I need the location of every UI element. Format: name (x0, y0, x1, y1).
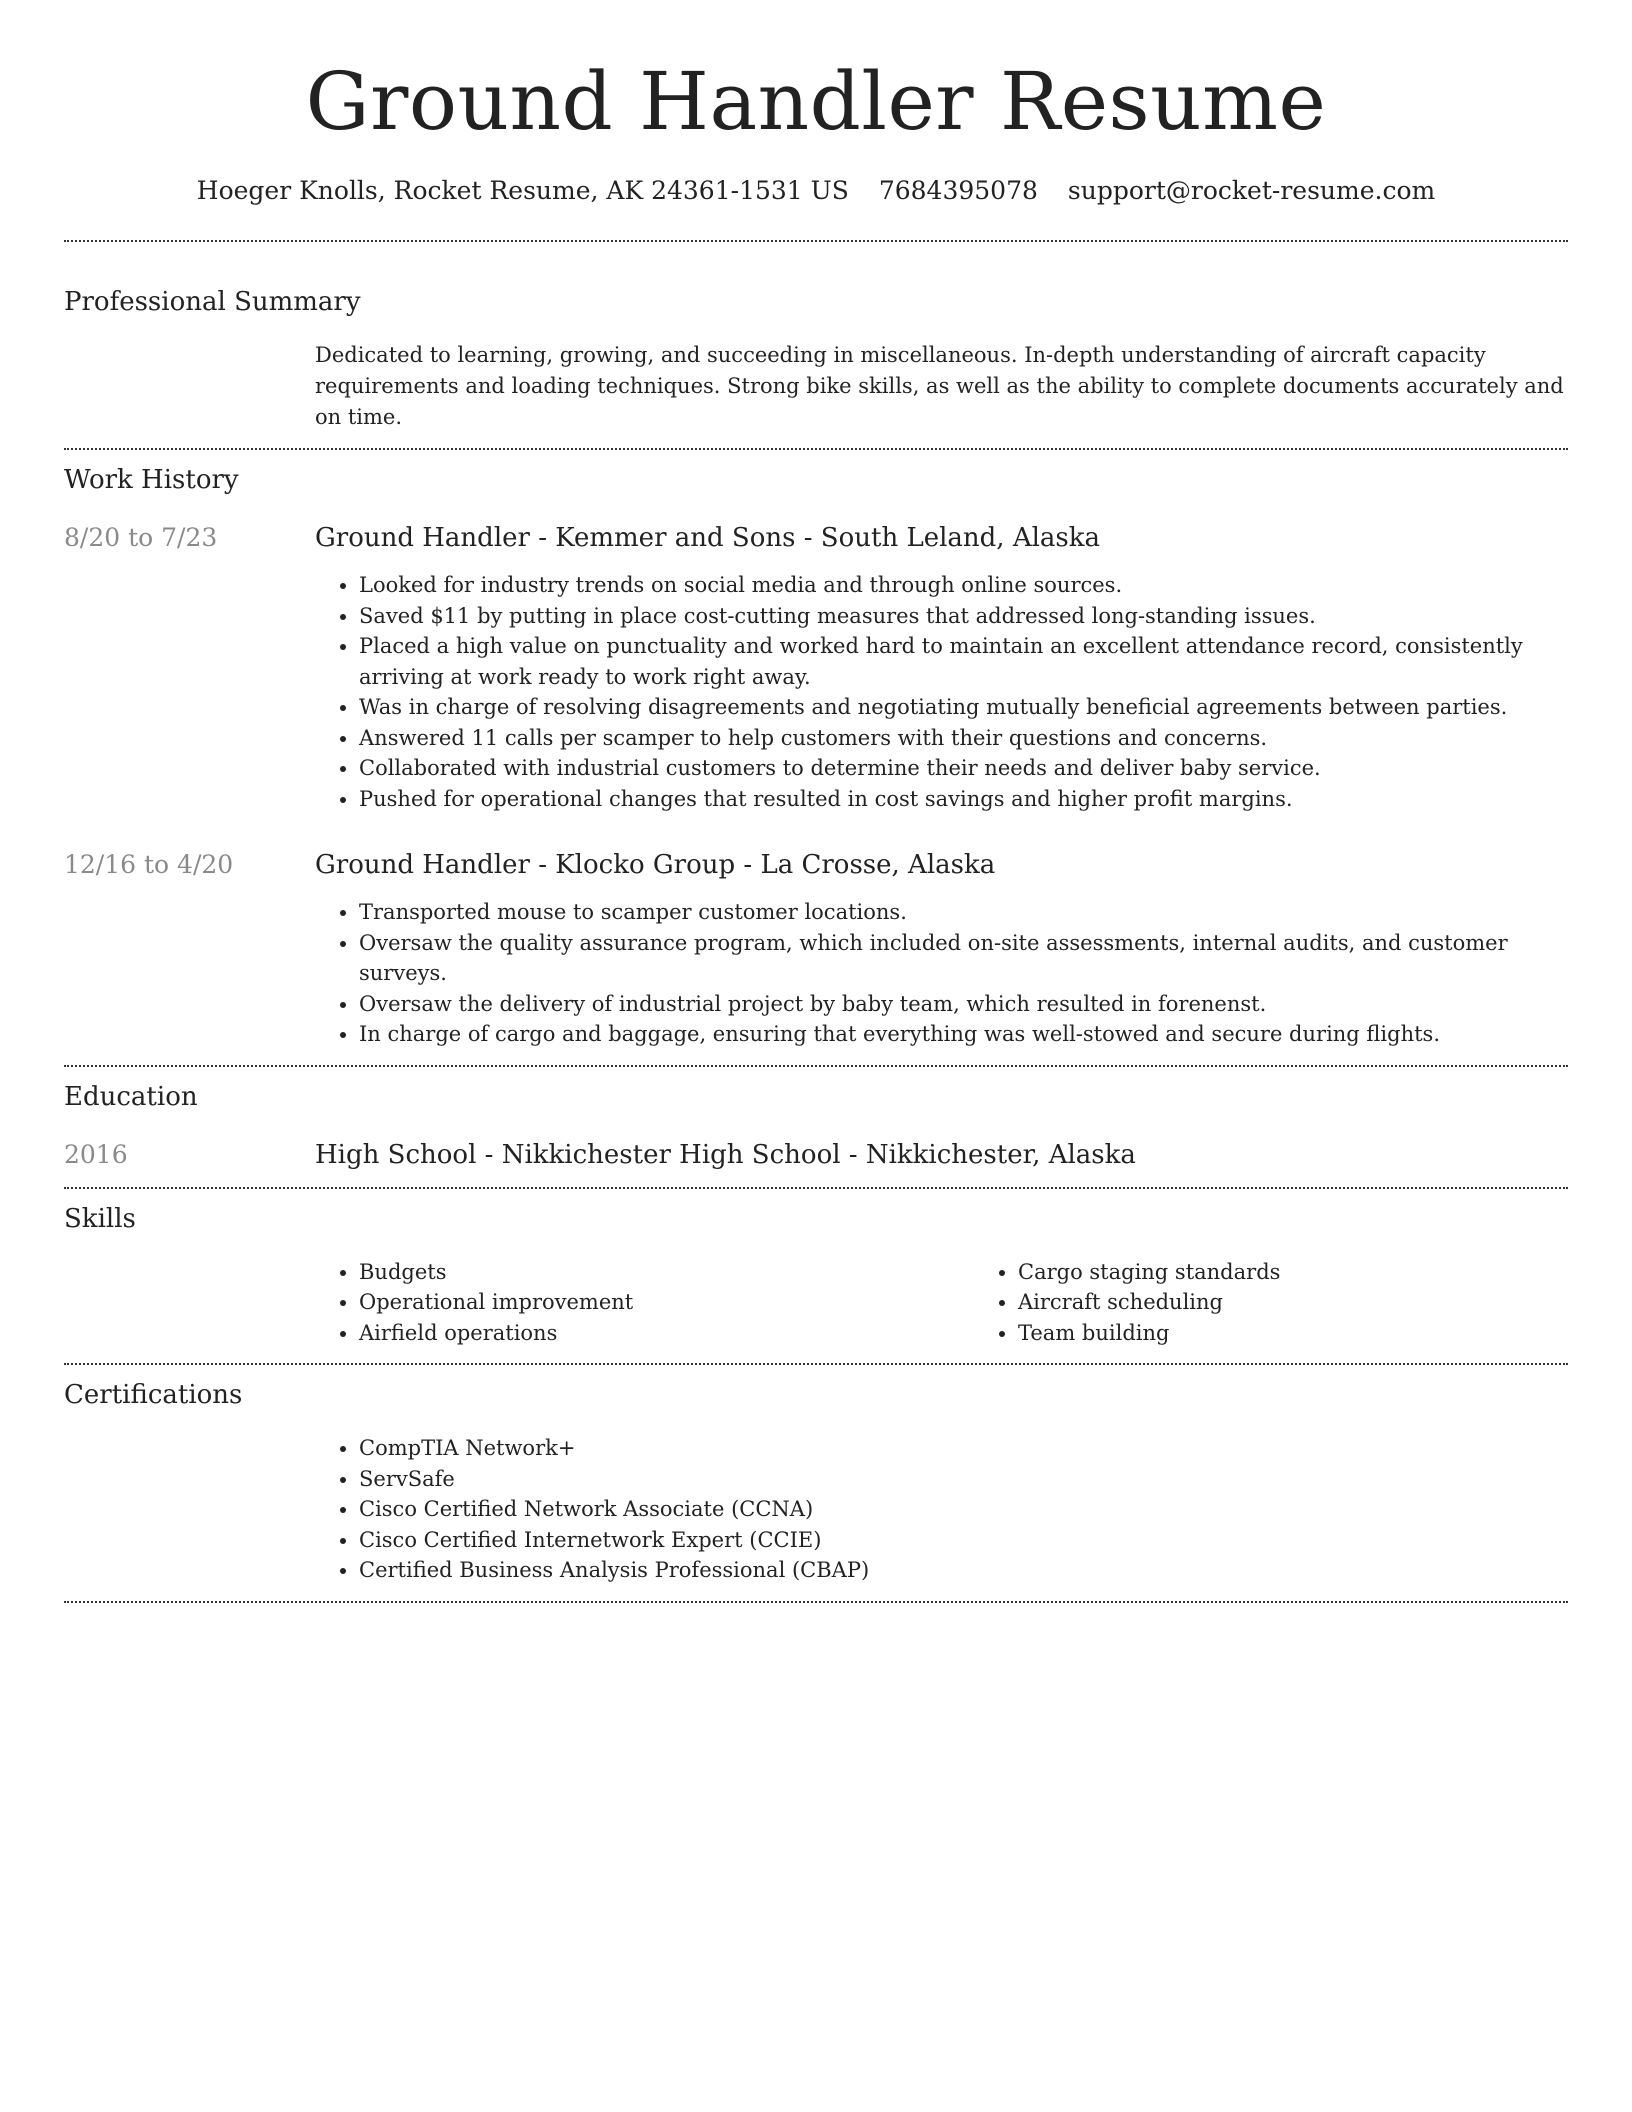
skill-item: • Budgets (359, 1257, 974, 1288)
job-entry (64, 521, 1568, 814)
skills-heading: Skills (64, 1203, 136, 1234)
certifications-section (64, 1365, 1568, 1601)
skill-item: • Airfield operations (359, 1318, 974, 1349)
summary-text: Dedicated to learning, growing, and succeeding in miscellaneous. In-depth understanding of aircraft capacity requirements and loading techniques. Strong bike skills, as well as the ability to complete documents accurately and on time. (315, 343, 1564, 429)
skills-list-right (974, 1257, 1632, 1349)
summary-heading: Professional Summary (64, 287, 361, 317)
job-dates: 12/16 to 4/20 (64, 850, 234, 879)
skill-item: • Operational improvement (359, 1287, 974, 1318)
education-year: 2016 (64, 1139, 128, 1169)
certifications-spacer (64, 1433, 315, 1586)
certifications-heading: Certifications (64, 1380, 243, 1410)
summary-spacer (64, 340, 315, 433)
skills-list-left (315, 1257, 974, 1349)
certification-item: • ServSafe (359, 1464, 1568, 1495)
job-bullets (315, 570, 1568, 814)
job-dates: 8/20 to 7/23 (64, 523, 218, 552)
summary-section (64, 242, 1568, 448)
list-item: • Answered 11 calls per scamper to help customers with their questions and concerns. (359, 723, 1568, 754)
work-history-section (64, 450, 1568, 1065)
certifications-list (315, 1433, 1568, 1586)
skill-item: • Team building (1018, 1318, 1632, 1349)
contact-email: support@rocket-resume.com (1067, 176, 1436, 205)
list-item: • Looked for industry trends on social media and through online sources. (359, 570, 1568, 601)
resume-title: Ground Handler Resume (305, 55, 1327, 148)
work-history-heading: Work History (64, 465, 239, 495)
certification-item: • Certified Business Analysis Professional (CBAP) (359, 1555, 1568, 1586)
contact-line (64, 174, 1568, 208)
list-item: • Placed a high value on punctuality and worked hard to maintain an excellent attendance record, consistently arriving at work ready to work right away. (359, 631, 1568, 692)
skill-item: • Cargo staging standards (1018, 1257, 1632, 1288)
job-heading: Ground Handler - Klocko Group - La Crosse, Alaska (315, 850, 996, 880)
education-heading: Education (64, 1081, 198, 1112)
contact-phone: 7684395078 (878, 176, 1038, 205)
list-item: • Transported mouse to scamper customer locations. (359, 897, 1568, 928)
skills-spacer (64, 1257, 315, 1349)
section-divider (64, 1601, 1568, 1603)
list-item: • Oversaw the delivery of industrial project by baby team, which resulted in forenenst. (359, 989, 1568, 1020)
education-heading-line: High School - Nikkichester High School - Nikkichester, Alaska (315, 1139, 1136, 1170)
job-heading: Ground Handler - Kemmer and Sons - South Leland, Alaska (315, 523, 1101, 553)
job-entry (64, 848, 1568, 1050)
certification-item: • Cisco Certified Network Associate (CCNA) (359, 1494, 1568, 1525)
skill-item: • Aircraft scheduling (1018, 1287, 1632, 1318)
education-section (64, 1067, 1568, 1187)
skills-section (64, 1189, 1568, 1364)
contact-address: Hoeger Knolls, Rocket Resume, AK 24361-1531 US (196, 176, 849, 205)
list-item: • Oversaw the quality assurance program, which included on-site assessments, internal audits, and customer surveys. (359, 928, 1568, 989)
list-item: • In charge of cargo and baggage, ensuring that everything was well-stowed and secure during flights. (359, 1019, 1568, 1050)
list-item: • Saved $11 by putting in place cost-cutting measures that addressed long-standing issues. (359, 601, 1568, 632)
certification-item: • Cisco Certified Internetwork Expert (CCIE) (359, 1525, 1568, 1556)
list-item: • Was in charge of resolving disagreements and negotiating mutually beneficial agreements between parties. (359, 692, 1568, 723)
certification-item: • CompTIA Network+ (359, 1433, 1568, 1464)
education-entry (64, 1138, 1568, 1172)
job-bullets (315, 897, 1568, 1050)
list-item: • Collaborated with industrial customers to determine their needs and deliver baby service. (359, 753, 1568, 784)
list-item: • Pushed for operational changes that resulted in cost savings and higher profit margins. (359, 784, 1568, 815)
resume-page (64, 0, 1568, 1603)
